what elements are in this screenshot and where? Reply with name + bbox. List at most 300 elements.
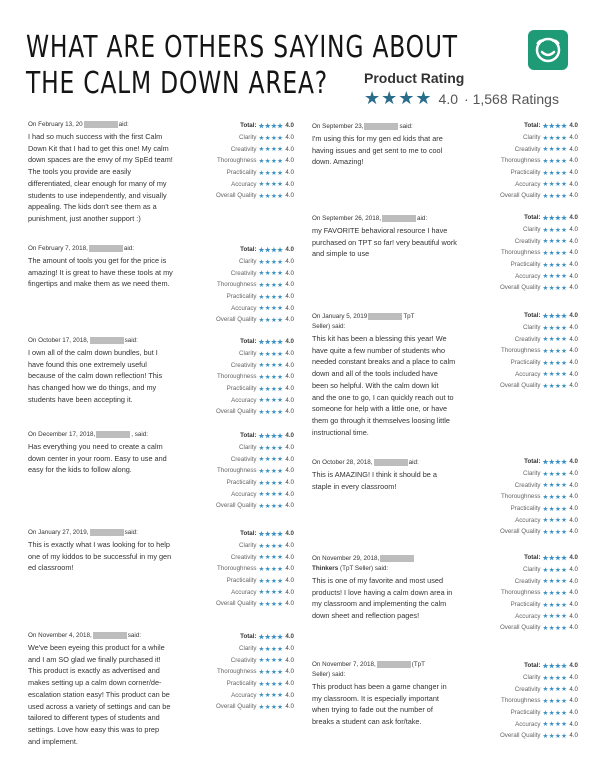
rating-label: Total: xyxy=(240,122,257,130)
rating-label: Thoroughness xyxy=(216,668,257,676)
rating-row xyxy=(198,267,294,279)
rating-label: Overall Quality xyxy=(215,600,257,608)
rating-row xyxy=(198,654,294,666)
star-icon: ★★★★ xyxy=(258,530,284,538)
rating-label: Overall Quality xyxy=(215,316,257,324)
rating-row xyxy=(198,120,294,132)
review-line: escalation station easy! This product can be xyxy=(28,689,170,699)
rating-row xyxy=(482,552,578,564)
rating-label: Thoroughness xyxy=(500,157,541,165)
star-icon: ★★★★ xyxy=(542,566,568,574)
rating-row xyxy=(482,622,578,634)
rating-label: Practicality xyxy=(226,169,257,177)
star-icon: ★★★★ xyxy=(542,674,568,682)
review-line: them go through it themselves loosing little xyxy=(312,415,450,425)
star-icon: ★★★★ xyxy=(542,624,568,632)
review-line: fingertips and make them as we need them. xyxy=(28,279,170,289)
rating-row xyxy=(482,575,578,587)
rating-row xyxy=(482,491,578,503)
star-icon: ★★★★ xyxy=(542,214,568,222)
rating-label: Overall Quality xyxy=(499,624,541,632)
rating-value: 4.0 xyxy=(285,396,294,404)
rating-row xyxy=(198,465,294,477)
rating-row xyxy=(482,456,578,468)
rating-value: 4.0 xyxy=(569,577,578,585)
review-line: has changed how we do things, and my xyxy=(28,383,157,393)
rating-label: Total: xyxy=(524,554,541,562)
rating-label: Total: xyxy=(240,246,257,254)
review-line: been so helpful. With the calm down kit xyxy=(312,380,439,390)
rating-value: 4.0 xyxy=(285,502,294,510)
review-date: On December 17, 2018, xyxy=(28,431,96,438)
rating-row xyxy=(482,132,578,144)
rating-label: Accuracy xyxy=(515,612,541,620)
rating-row xyxy=(198,291,294,303)
star-icon: ★★★★ xyxy=(258,316,284,324)
rating-label: Accuracy xyxy=(231,490,257,498)
rating-label: Thoroughness xyxy=(500,589,541,597)
redaction-bar xyxy=(90,337,124,344)
star-icon: ★★★★ xyxy=(258,554,284,562)
star-icon: ★★★★ xyxy=(258,169,284,177)
rating-row xyxy=(198,540,294,552)
rating-row xyxy=(198,551,294,563)
rating-value: 4.0 xyxy=(285,542,294,550)
review-line: Has everything you need to create a calm xyxy=(28,442,163,451)
review-said: aid: xyxy=(123,245,135,252)
rating-row xyxy=(482,270,578,282)
rating-label: Practicality xyxy=(226,479,257,487)
review-line: and I am SO glad we finally purchased it! xyxy=(28,654,161,664)
rating-value: 4.0 xyxy=(569,601,578,609)
star-icon: ★★★★ xyxy=(542,146,568,154)
rating-row xyxy=(198,394,294,406)
rating-label: Creativity xyxy=(230,361,257,369)
star-icon: ★★★★ xyxy=(258,281,284,289)
rating-label: Total: xyxy=(524,122,541,130)
rating-row xyxy=(198,383,294,395)
review-said: aid: xyxy=(416,215,428,222)
rating-row xyxy=(198,643,294,655)
rating-label: Total: xyxy=(524,312,541,320)
star-icon: ★★★★ xyxy=(542,359,568,367)
rating-row xyxy=(198,336,294,348)
rating-value: 4.0 xyxy=(569,157,578,165)
review-line: This is one of my favorite and most used xyxy=(312,576,443,585)
rating-row xyxy=(198,178,294,190)
rating-label: Overall Quality xyxy=(215,703,257,711)
review-date: On February 13, 20 xyxy=(28,121,83,128)
review-said: said: xyxy=(127,632,142,639)
rating-value: 4.0 xyxy=(569,674,578,682)
review-line: differentiated, clear enough for many of my xyxy=(28,178,167,188)
rating-row xyxy=(482,178,578,190)
rating-label: Creativity xyxy=(514,237,541,245)
rating-value: 4.0 xyxy=(285,645,294,653)
star-icon: ★★★★ xyxy=(542,493,568,501)
rating-label: Accuracy xyxy=(231,304,257,312)
review-date: On October 17, 2018, xyxy=(28,337,89,344)
review-line: instructional time. xyxy=(312,427,369,437)
star-icon: ★★★★ xyxy=(258,122,284,130)
star-icon: ★★★★ xyxy=(258,408,284,416)
rating-value: 4.0 xyxy=(285,293,294,301)
rating-value: 4.0 xyxy=(285,269,294,277)
review-line: I'm using this for my gen ed kids that are xyxy=(312,134,443,143)
star-icon: ★★★★ xyxy=(258,373,284,381)
star-icon: ★★★★ xyxy=(258,692,284,700)
star-icon: ★★★★ xyxy=(542,601,568,609)
star-icon: ★★★★ xyxy=(542,482,568,490)
rating-row xyxy=(482,468,578,480)
star-icon: ★★★★ xyxy=(258,479,284,487)
rating-label: Thoroughness xyxy=(216,157,257,165)
rating-value: 4.0 xyxy=(285,157,294,165)
rating-row xyxy=(198,371,294,383)
rating-row xyxy=(482,259,578,271)
rating-value: 4.0 xyxy=(569,272,578,280)
rating-row xyxy=(482,380,578,392)
star-icon: ★★★★ xyxy=(542,686,568,694)
rating-row xyxy=(482,672,578,684)
star-icon: ★★★★ xyxy=(258,680,284,688)
rating-value: 4.0 xyxy=(285,408,294,416)
rating-row xyxy=(482,526,578,538)
review-line: have quite a few number of students who xyxy=(312,345,446,355)
rating-value: 4.0 xyxy=(285,385,294,393)
star-icon: ★★★★ xyxy=(258,258,284,266)
star-icon: ★★★★ xyxy=(542,157,568,165)
star-icon: ★★★★ xyxy=(542,273,568,281)
rating-value: 4.0 xyxy=(285,588,294,596)
star-icon: ★★★★ xyxy=(542,181,568,189)
rating-label: Clarity xyxy=(522,470,541,478)
rating-row xyxy=(482,345,578,357)
rating-value: 4.0 xyxy=(569,312,578,320)
rating-label: Creativity xyxy=(514,335,541,343)
review-line: makes setting up a calm down corner/de- xyxy=(28,678,162,688)
star-icon: ★★★★ xyxy=(258,181,284,189)
rating-value: 4.0 xyxy=(285,455,294,463)
rating-value: 4.0 xyxy=(285,600,294,608)
review-line: We've been eyeing this product for a while xyxy=(28,643,165,652)
review-said: said: xyxy=(399,123,413,130)
review-line: ed classroom! xyxy=(28,563,74,573)
review-line: students to use independently, and visually xyxy=(28,190,167,200)
rating-row xyxy=(198,631,294,643)
rating-breakdown xyxy=(198,430,294,512)
rating-stars-icon: ★★★★ xyxy=(364,88,433,109)
rating-row xyxy=(482,310,578,322)
rating-value: 4.0 xyxy=(285,467,294,475)
star-icon: ★★★★ xyxy=(542,238,568,246)
rating-count: · 1,568 Ratings xyxy=(464,90,559,107)
rating-row xyxy=(482,224,578,236)
rating-label: Thoroughness xyxy=(500,697,541,705)
review-line: needed constant breaks and a place to calm xyxy=(312,357,456,367)
rating-value: 4.0 xyxy=(569,359,578,367)
rating-row xyxy=(198,279,294,291)
rating-label: Clarity xyxy=(238,542,257,550)
star-icon: ★★★★ xyxy=(258,502,284,510)
review-line: used across a variety of settings and can be xyxy=(28,701,171,711)
rating-label: Thoroughness xyxy=(216,565,257,573)
rating-label: Clarity xyxy=(522,324,541,332)
rating-row xyxy=(198,678,294,690)
rating-row xyxy=(198,666,294,678)
rating-value: 4.0 xyxy=(285,553,294,561)
rating-label: Accuracy xyxy=(515,370,541,378)
rating-value: 4.0 xyxy=(569,335,578,343)
review-line: easy for the kids to follow along. xyxy=(28,465,132,475)
star-icon: ★★★★ xyxy=(258,362,284,370)
rating-value: 4.0 xyxy=(285,180,294,188)
star-icon: ★★★★ xyxy=(258,246,284,254)
star-icon: ★★★★ xyxy=(542,613,568,621)
rating-label: Thoroughness xyxy=(500,347,541,355)
rating-label: Accuracy xyxy=(515,272,541,280)
rating-label: Accuracy xyxy=(515,720,541,728)
rating-row xyxy=(198,575,294,587)
rating-row xyxy=(198,132,294,144)
review-line: my classroom and implementing the calm xyxy=(312,599,447,609)
rating-label: Thoroughness xyxy=(216,467,257,475)
rating-value: 4.0 xyxy=(569,214,578,222)
star-icon: ★★★★ xyxy=(542,261,568,269)
review-line: one of my kiddos to be successful in my gen xyxy=(28,551,172,561)
rating-label: Practicality xyxy=(510,709,541,717)
rating-value: 4.0 xyxy=(285,304,294,312)
rating-breakdown xyxy=(198,336,294,418)
rating-value: 4.0 xyxy=(569,237,578,245)
rating-label: Total: xyxy=(524,662,541,670)
review-line: products! I love having a calm down area in xyxy=(312,587,453,597)
product-rating-summary xyxy=(364,88,559,109)
rating-label: Creativity xyxy=(514,145,541,153)
rating-label: Clarity xyxy=(522,226,541,234)
review-line: down spaces are the envy of my SpEd team! xyxy=(28,155,173,165)
review-date: On November 4, 2018, xyxy=(28,632,92,639)
rating-row xyxy=(482,120,578,132)
star-icon: ★★★★ xyxy=(542,249,568,257)
rating-label: Total: xyxy=(240,530,257,538)
rating-value: 4.0 xyxy=(569,589,578,597)
rating-value: 4.0 xyxy=(569,505,578,513)
smile-face-icon xyxy=(528,30,568,70)
review-line: down. Amazing! xyxy=(312,157,364,167)
review-date: On November 29, 2018, xyxy=(312,555,380,562)
review-line: This is AMAZING! I think it should be a xyxy=(312,470,437,479)
rating-value: 4.0 xyxy=(285,668,294,676)
review-line: This product is exactly as advertised and xyxy=(28,666,160,676)
rating-label: Thoroughness xyxy=(216,373,257,381)
review-line: and simple to use xyxy=(312,249,370,259)
rating-label: Creativity xyxy=(230,145,257,153)
rating-value: 4.0 xyxy=(569,347,578,355)
redaction-bar xyxy=(93,632,127,639)
redaction-bar xyxy=(364,123,398,130)
rating-label: Overall Quality xyxy=(215,502,257,510)
rating-label: Clarity xyxy=(522,674,541,682)
rating-label: Practicality xyxy=(226,293,257,301)
rating-label: Overall Quality xyxy=(499,732,541,740)
review-date: On October 28, 2018, xyxy=(312,459,373,466)
rating-breakdown xyxy=(482,552,578,634)
star-icon: ★★★★ xyxy=(258,270,284,278)
rating-value: 4.0 xyxy=(285,361,294,369)
rating-value: 4.0 xyxy=(569,612,578,620)
rating-value: 4.0 xyxy=(569,284,578,292)
rating-label: Thoroughness xyxy=(500,493,541,501)
review-said: TpT xyxy=(403,313,415,320)
star-icon: ★★★★ xyxy=(258,657,284,665)
rating-row xyxy=(482,235,578,247)
review-line: This kit has been a blessing this year! We xyxy=(312,334,447,343)
star-icon: ★★★★ xyxy=(542,122,568,130)
rating-label: Overall Quality xyxy=(499,528,541,536)
rating-label: Accuracy xyxy=(231,691,257,699)
rating-label: Total: xyxy=(524,214,541,222)
rating-row xyxy=(482,718,578,730)
rating-row xyxy=(198,477,294,489)
rating-label: Clarity xyxy=(238,134,257,142)
redaction-bar xyxy=(96,431,130,438)
rating-row xyxy=(482,683,578,695)
rating-value: 4.0 xyxy=(285,656,294,664)
rating-breakdown xyxy=(482,660,578,742)
review-line: someone for help with a little one, or have xyxy=(312,404,448,414)
rating-label: Practicality xyxy=(226,385,257,393)
rating-breakdown xyxy=(198,528,294,610)
rating-row xyxy=(482,564,578,576)
rating-value: 4.0 xyxy=(285,703,294,711)
redaction-bar xyxy=(380,555,414,562)
review-said: , said: xyxy=(131,431,149,438)
rating-value: 4.0 xyxy=(569,261,578,269)
rating-row xyxy=(198,500,294,512)
rating-row xyxy=(198,244,294,256)
review-line: my classroom. It is especially important xyxy=(312,693,439,703)
star-icon: ★★★★ xyxy=(258,385,284,393)
redaction-bar xyxy=(374,459,408,466)
rating-label: Thoroughness xyxy=(500,249,541,257)
rating-row xyxy=(482,282,578,294)
rating-value: 4.0 xyxy=(569,458,578,466)
rating-value: 4.0 xyxy=(569,662,578,670)
rating-value: 4.0 xyxy=(569,249,578,257)
star-icon: ★★★★ xyxy=(258,703,284,711)
rating-value: 4.0 xyxy=(285,281,294,289)
star-icon: ★★★★ xyxy=(258,432,284,440)
rating-row xyxy=(198,314,294,326)
review-line: purchased on TPT so far! very beautiful work xyxy=(312,237,457,247)
review-line: punishment, just another support :) xyxy=(28,213,141,223)
star-icon: ★★★★ xyxy=(258,192,284,200)
rating-row xyxy=(482,247,578,259)
rating-breakdown xyxy=(198,120,294,202)
rating-label: Overall Quality xyxy=(215,408,257,416)
rating-label: Total: xyxy=(240,633,257,641)
rating-value: 4.0 xyxy=(569,145,578,153)
review-line: because of the calm down reflection! This xyxy=(28,371,163,381)
review-line: Down Kit that I had to get this one! My calm xyxy=(28,143,169,153)
rating-label: Creativity xyxy=(514,577,541,585)
star-icon: ★★★★ xyxy=(258,542,284,550)
rating-label: Clarity xyxy=(522,134,541,142)
rating-label: Practicality xyxy=(510,169,541,177)
rating-value: 4.0 xyxy=(285,258,294,266)
review-line: down center in your room. Easy to use and xyxy=(28,453,167,463)
rating-value: 4.0 xyxy=(569,554,578,562)
rating-row xyxy=(482,707,578,719)
rating-breakdown xyxy=(198,244,294,326)
rating-label: Practicality xyxy=(226,577,257,585)
rating-label: Clarity xyxy=(522,566,541,574)
rating-row xyxy=(482,357,578,369)
review-said: aid: xyxy=(118,121,129,128)
rating-label: Practicality xyxy=(226,680,257,688)
review-line: settings. Love how easy this was to prep xyxy=(28,724,160,734)
rating-value: 4.0 xyxy=(285,633,294,641)
rating-row xyxy=(198,256,294,268)
review-line: This is exactly what I was looking for to help xyxy=(28,540,170,549)
review-date: On September 23, xyxy=(312,123,364,130)
review-line: I had so much success with the first Calm xyxy=(28,132,163,141)
rating-value: 4.0 xyxy=(285,338,294,346)
rating-label: Practicality xyxy=(510,601,541,609)
review-line: staple in every classroom! xyxy=(312,481,397,491)
rating-row xyxy=(482,599,578,611)
review-said: (TpT xyxy=(411,661,426,668)
star-icon: ★★★★ xyxy=(258,589,284,597)
rating-value: 4.0 xyxy=(569,685,578,693)
rating-value: 4.0 xyxy=(285,134,294,142)
rating-value: 4.0 xyxy=(285,691,294,699)
review-date: On February 7, 2018, xyxy=(28,245,88,252)
rating-label: Creativity xyxy=(230,455,257,463)
rating-row xyxy=(198,701,294,713)
rating-value: 4.0 xyxy=(569,516,578,524)
rating-row xyxy=(198,430,294,442)
reviewer-name: Thinkers xyxy=(312,565,339,572)
star-icon: ★★★★ xyxy=(258,134,284,142)
star-icon: ★★★★ xyxy=(542,578,568,586)
star-icon: ★★★★ xyxy=(258,444,284,452)
review-line: The tools you provide are easily xyxy=(28,167,132,177)
star-icon: ★★★★ xyxy=(542,169,568,177)
rating-row xyxy=(482,167,578,179)
star-icon: ★★★★ xyxy=(542,554,568,562)
rating-label: Practicality xyxy=(510,505,541,513)
rating-label: Total: xyxy=(240,432,257,440)
rating-value: 4.0 xyxy=(569,624,578,632)
rating-value: 4.0 xyxy=(569,493,578,501)
rating-breakdown xyxy=(482,120,578,202)
star-icon: ★★★★ xyxy=(258,157,284,165)
star-icon: ★★★★ xyxy=(258,397,284,405)
rating-breakdown xyxy=(482,212,578,294)
rating-row xyxy=(198,359,294,371)
redaction-bar xyxy=(89,245,123,252)
review-said: aid: xyxy=(408,459,419,466)
rating-row xyxy=(482,143,578,155)
rating-row xyxy=(198,453,294,465)
rating-value: 4.0 xyxy=(285,479,294,487)
rating-label: Clarity xyxy=(238,258,257,266)
rating-label: Creativity xyxy=(230,553,257,561)
rating-row xyxy=(482,322,578,334)
rating-value: 4.0 xyxy=(569,481,578,489)
